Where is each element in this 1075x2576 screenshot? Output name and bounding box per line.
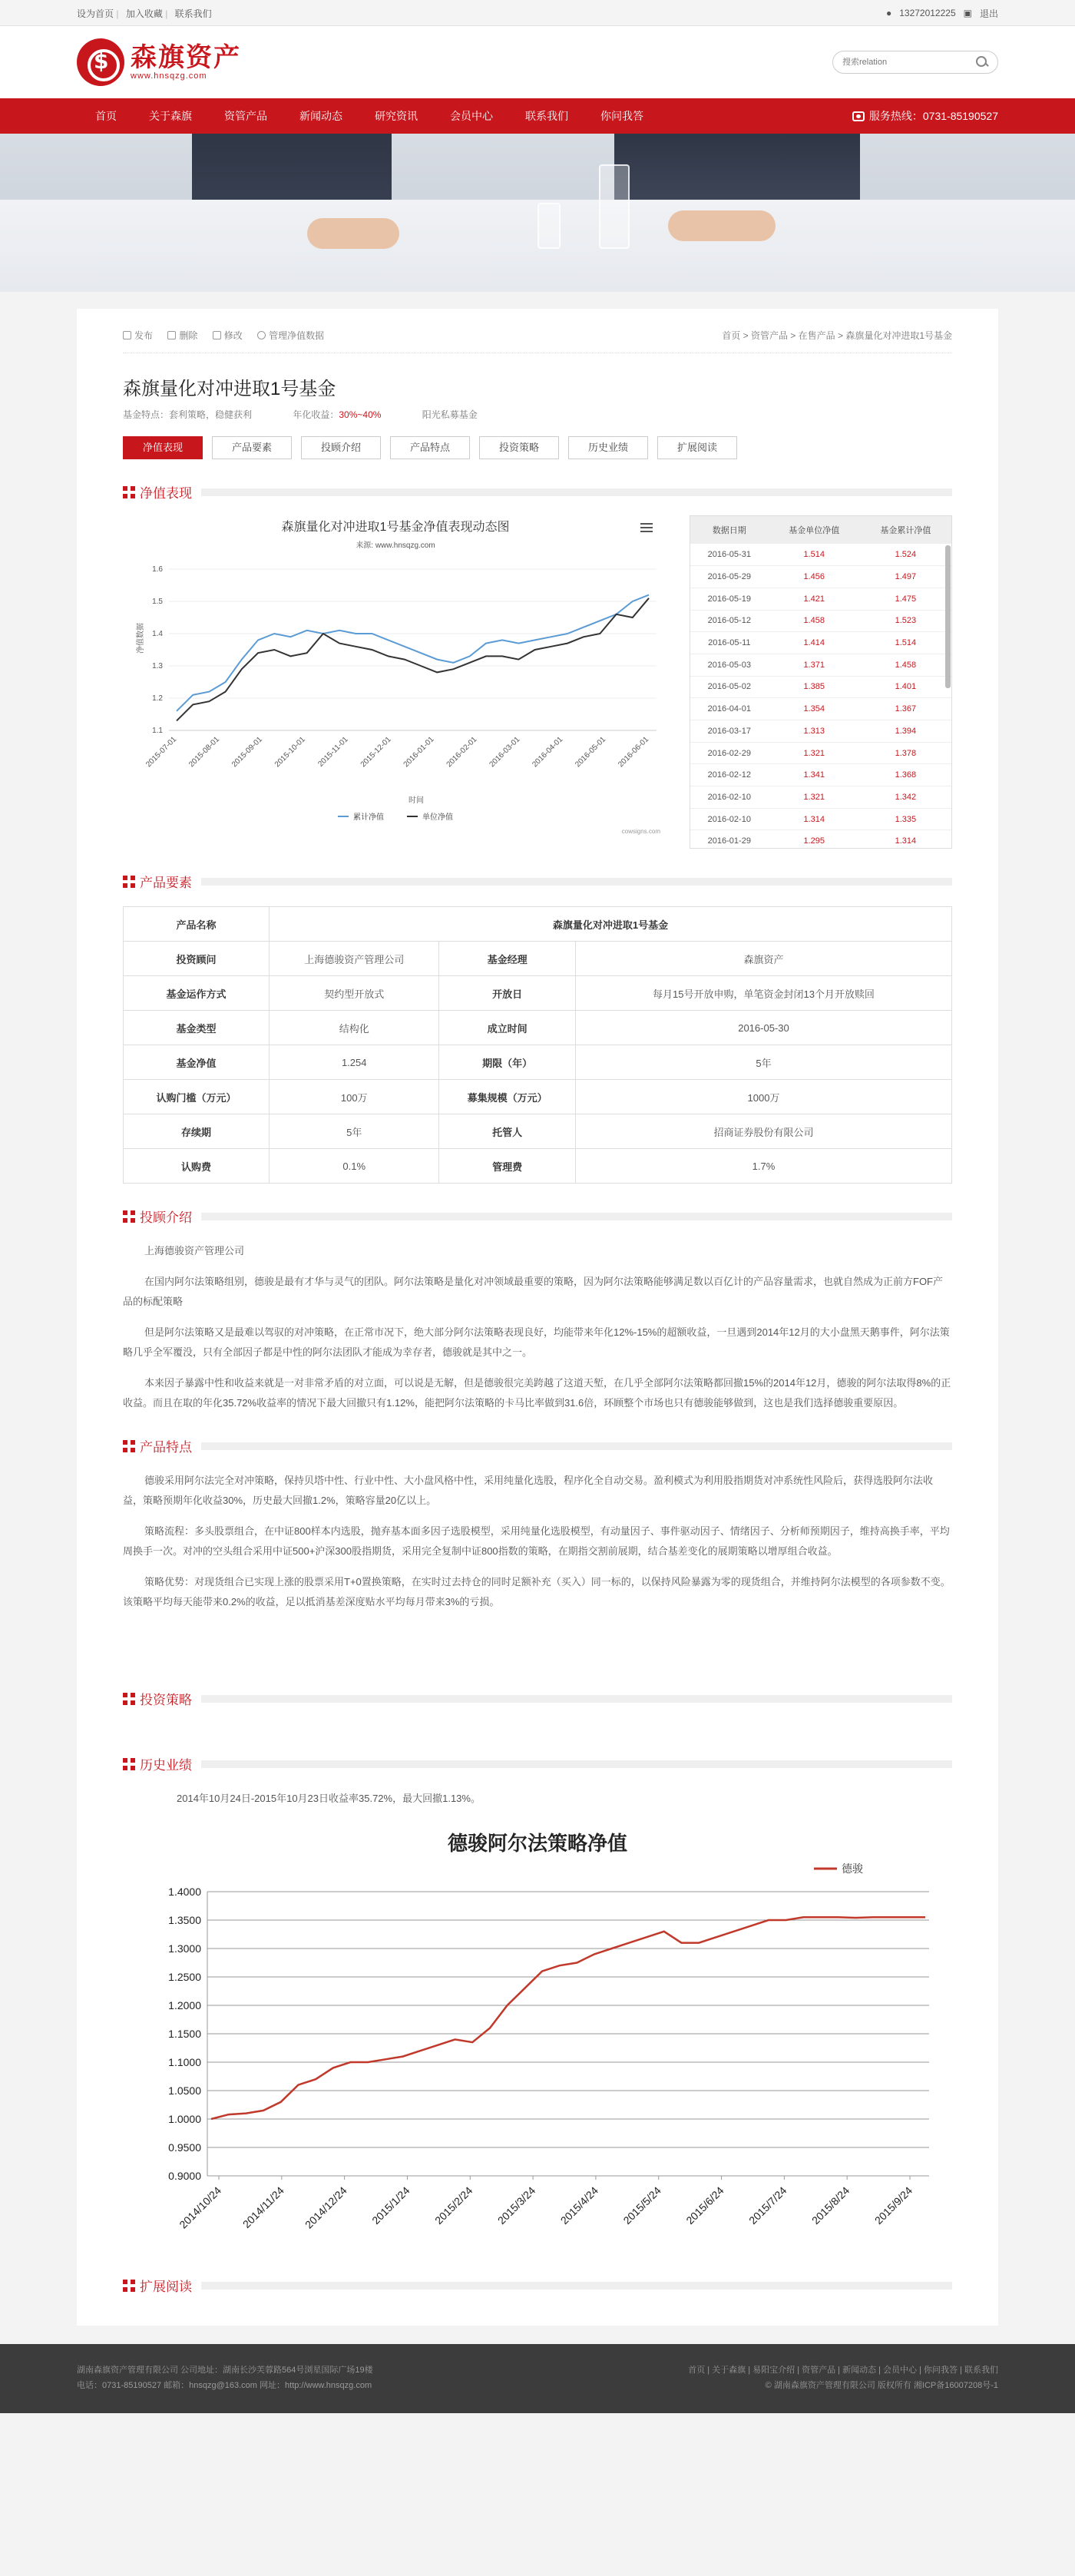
footer: [0, 2344, 1075, 2413]
x-tick-label: 2016-04-01: [531, 735, 565, 770]
cell-date: 2016-05-19: [690, 588, 769, 610]
section-header-features: 产品特点: [123, 1436, 952, 1455]
y-axis-label: 净值数据: [137, 623, 145, 654]
series-line-unit: [177, 598, 649, 721]
tab-advisor[interactable]: 投顾介绍: [301, 436, 381, 459]
y-tick-label: 1.4: [152, 630, 163, 638]
footer-contact: 电话：0731-85190527 邮箱：hnsqzg@163.com 网址：http://www.hnsqzg.com: [77, 2381, 372, 2390]
table-row: [124, 1080, 952, 1114]
contact-link[interactable]: 联系我们: [174, 8, 212, 19]
cell-value: 1.254: [270, 1045, 439, 1080]
history-chart-svg: [123, 1823, 952, 2253]
x-tick-label: 2016-05-01: [574, 735, 608, 770]
search-input[interactable]: [842, 58, 965, 67]
cell-date: 2016-03-17: [690, 720, 769, 743]
search-box: [832, 51, 998, 74]
cell-value: 5年: [575, 1045, 951, 1080]
cell-date: 2016-05-02: [690, 676, 769, 698]
cell-cum-nav: 1.514: [860, 632, 951, 654]
y-tick-label: 1.0000: [168, 2113, 201, 2125]
cell-cum-nav: 1.367: [860, 698, 951, 720]
x-tick-label: 2015-08-01: [187, 735, 222, 770]
cell-cum-nav: 1.524: [860, 544, 951, 566]
cell-value: 100万: [270, 1080, 439, 1114]
table-row: [124, 1114, 952, 1149]
section-icon: [123, 1693, 135, 1705]
publish-icon: [123, 331, 131, 339]
set-homepage-link[interactable]: 设为首页: [77, 8, 114, 19]
y-tick-label: 1.3500: [168, 1914, 201, 1926]
cell-unit-nav: 1.414: [769, 632, 860, 654]
cell-date: 2016-05-29: [690, 566, 769, 588]
logout-link[interactable]: 退出: [979, 8, 998, 19]
nav-chart-svg: [123, 515, 668, 838]
y-tick-label: 1.5: [152, 598, 163, 606]
cell-value: 森旗资产: [575, 942, 951, 976]
x-tick-label: 2015/3/24: [495, 2184, 538, 2227]
tab-history[interactable]: 历史业绩: [568, 436, 648, 459]
cell-unit-nav: 1.458: [769, 610, 860, 632]
series-line-cumulative: [177, 595, 649, 711]
cell-key: 基金类型: [124, 1011, 270, 1045]
section-header-nav: 净值表现: [123, 482, 952, 502]
x-tick-label: 2015-07-01: [144, 735, 179, 770]
section-header-advisor: 投顾介绍: [123, 1207, 952, 1226]
x-tick-label: 2015/7/24: [746, 2184, 789, 2227]
banner-image: [0, 134, 1075, 292]
header: [0, 26, 1075, 98]
series-line-dejun: [211, 1917, 925, 2119]
edit-icon: [213, 331, 221, 339]
y-tick-label: 1.3000: [168, 1942, 201, 1955]
cell-cum-nav: 1.335: [860, 808, 951, 830]
cell-cum-nav: 1.523: [860, 610, 951, 632]
main-nav: [0, 98, 1075, 134]
x-tick-label: 2015-10-01: [273, 735, 307, 770]
history-summary: 2014年10月24日-2015年10月23日收益率35.72%，最大回撤1.13%。: [177, 1793, 481, 1804]
th-date: 数据日期: [690, 516, 769, 544]
cell-cum-nav: 1.314: [860, 830, 951, 849]
y-tick-label: 0.9500: [168, 2141, 201, 2154]
cell-value: 森旗量化对冲进取1号基金: [270, 907, 952, 942]
user-phone[interactable]: 13272012225: [899, 8, 956, 18]
cell-unit-nav: 1.421: [769, 588, 860, 610]
x-tick-label: 2016-01-01: [402, 735, 436, 770]
th-unit-nav: 基金单位净值: [769, 516, 860, 544]
y-tick-label: 1.2500: [168, 1971, 201, 1983]
search-icon[interactable]: [976, 56, 988, 68]
legend-unit: 单位净值: [422, 813, 453, 822]
cell-key: 期限（年）: [439, 1045, 576, 1080]
x-tick-label: 2015/2/24: [432, 2184, 475, 2227]
footer-company: 湖南森旗资产管理有限公司 公司地址：湖南长沙芙蓉路564号浏星国际广场19楼: [77, 2366, 373, 2375]
x-axis-label: 时间: [408, 796, 424, 805]
delete-button[interactable]: 删除: [167, 329, 197, 342]
y-tick-label: 1.3: [152, 662, 163, 670]
manage-nav-button[interactable]: 管理净值数据: [257, 329, 324, 342]
table-row: [690, 764, 951, 786]
product-meta: [123, 408, 952, 421]
section-icon: [123, 2280, 135, 2292]
cell-date: 2016-02-29: [690, 742, 769, 764]
admin-toolbar: [123, 329, 952, 353]
cell-unit-nav: 1.354: [769, 698, 860, 720]
cell-date: 2016-05-03: [690, 654, 769, 676]
paragraph: 但是阿尔法策略又是最难以驾驭的对冲策略，在正常市况下，绝大部分阿尔法策略表现良好，均能带来年化12%-15%的超额收益，一旦遇到2014年12月的大小盘黑天鹅事件，阿尔法策略几乎全军覆没，只有全部因子都是中性的阿尔法团队才能成为幸存者，德骏就是其中之一。: [123, 1326, 950, 1358]
table-row: [124, 1011, 952, 1045]
table-row: [690, 786, 951, 809]
section-header-history: 历史业绩: [123, 1754, 952, 1773]
logo-name: 森旗资产: [131, 43, 241, 72]
cell-cum-nav: 1.458: [860, 654, 951, 676]
page-title: 森旗量化对冲进取1号基金: [123, 379, 336, 399]
meta-strategy: 基金特点：套利策略，稳健获利: [123, 409, 253, 420]
cell-cum-nav: 1.378: [860, 742, 951, 764]
table-row: [690, 632, 951, 654]
cell-key: 基金经理: [439, 942, 576, 976]
trash-icon: [167, 331, 176, 339]
cell-cum-nav: 1.475: [860, 588, 951, 610]
table-row: [690, 654, 951, 676]
y-tick-label: 1.0500: [168, 2084, 201, 2097]
x-tick-label: 2015-12-01: [359, 735, 393, 770]
table-row: [690, 720, 951, 743]
section-icon: [123, 1758, 135, 1770]
cell-cum-nav: 1.368: [860, 764, 951, 786]
footer-copyright: © 湖南森旗资产管理有限公司 版权所有 湘ICP备16007208号-1: [765, 2381, 998, 2390]
cell-unit-nav: 1.313: [769, 720, 860, 743]
cell-value: 1.7%: [575, 1149, 951, 1184]
cell-date: 2016-02-12: [690, 764, 769, 786]
x-tick-label: 2015/9/24: [872, 2184, 915, 2227]
table-row: [124, 942, 952, 976]
x-tick-label: 2016-02-01: [445, 735, 479, 770]
paragraph: 德骏采用阿尔法完全对冲策略，保持贝塔中性、行业中性、大小盘风格中性，采用纯量化选股，程序化全自动交易。盈利模式为利用股指期货对冲系统性风险后，获得选股阿尔法收益，策略预期年化收益30%，历史最大回撤1.2%，策略容量20亿以上。: [123, 1475, 934, 1506]
chart-title: 森旗量化对冲进取1号基金净值表现动态图: [281, 521, 510, 534]
table-row: [124, 976, 952, 1011]
cell-cum-nav: 1.401: [860, 676, 951, 698]
x-tick-label: 2015-11-01: [316, 735, 350, 769]
cell-key: 成立时间: [439, 1011, 576, 1045]
cell-key: 托管人: [439, 1114, 576, 1149]
gear-icon: [257, 331, 266, 339]
cell-cum-nav: 1.394: [860, 720, 951, 743]
cell-cum-nav: 1.497: [860, 566, 951, 588]
cell-date: 2016-05-12: [690, 610, 769, 632]
product-tabs: [123, 436, 952, 459]
nav-data-table: [690, 515, 952, 849]
tab-reading[interactable]: 扩展阅读: [657, 436, 737, 459]
cell-key: 投资顾问: [124, 942, 270, 976]
cell-date: 2016-02-10: [690, 786, 769, 809]
tab-elements[interactable]: 产品要素: [212, 436, 292, 459]
legend-cumulative: 累计净值: [353, 813, 384, 822]
table-row: [690, 566, 951, 588]
logo-url: www.hnsqzg.com: [131, 71, 207, 81]
cell-value: 0.1%: [270, 1149, 439, 1184]
y-tick-label: 1.2: [152, 694, 163, 703]
cell-key: 开放日: [439, 976, 576, 1011]
advisor-text: [123, 1241, 952, 1413]
table-row: [690, 588, 951, 610]
cell-value: 每月15号开放申购，单笔资金封闭13个月开放赎回: [575, 976, 951, 1011]
section-header-elements: 产品要素: [123, 872, 952, 891]
cell-value: 2016-05-30: [575, 1011, 951, 1045]
cell-key: 基金净值: [124, 1045, 270, 1080]
x-tick-label: 2015/8/24: [809, 2184, 852, 2227]
x-tick-label: 2014/10/24: [177, 2184, 224, 2231]
y-tick-label: 0.9000: [168, 2170, 201, 2182]
nav-news[interactable]: 新闻动态: [299, 110, 342, 122]
cell-unit-nav: 1.295: [769, 830, 860, 849]
topbar-links: 设为首页 | 加入收藏 | 联系我们: [77, 8, 212, 19]
cell-unit-nav: 1.514: [769, 544, 860, 566]
section-icon: [123, 876, 135, 888]
y-tick-label: 1.2000: [168, 1999, 201, 2011]
cell-value: 5年: [270, 1114, 439, 1149]
cell-value: 上海德骏资产管理公司: [270, 942, 439, 976]
y-tick-label: 1.1500: [168, 2028, 201, 2040]
paragraph: 策略优势：对现货组合已实现上涨的股票采用T+0置换策略，在实时过去持仓的同时足额补充（买入）同一标的，以保持风险暴露为零的现货组合，并维持阿尔法模型的各项参数不变。该策略平均每天能带来0.2%的收益，足以抵消基差深度贴水平均每月带来3%的亏损。: [123, 1576, 951, 1608]
x-tick-label: 2015/1/24: [369, 2184, 412, 2227]
x-tick-label: 2016-06-01: [617, 735, 651, 770]
chart-credit: cowsigns.com: [621, 828, 660, 835]
table-row: [690, 676, 951, 698]
chart-subtitle: 来源: www.hnsqzg.com: [356, 541, 435, 550]
cell-key: 认购费: [124, 1149, 270, 1184]
chart-menu-icon[interactable]: [640, 523, 653, 532]
table-scrollbar[interactable]: [945, 545, 951, 688]
table-row: [690, 808, 951, 830]
cell-date: 2016-02-10: [690, 808, 769, 830]
table-row: [690, 742, 951, 764]
table-row: [690, 544, 951, 566]
nav-qa[interactable]: 你问我答: [600, 110, 643, 122]
add-favorite-link[interactable]: 加入收藏: [125, 8, 163, 19]
table-row: [690, 698, 951, 720]
cell-unit-nav: 1.314: [769, 808, 860, 830]
nav-products[interactable]: 资管产品: [224, 110, 267, 122]
paragraph: 本来因子暴露中性和收益来就是一对非常矛盾的对立面，可以说是无解，但是德骏很完美跨越了这道天堑，在几乎全部阿尔法策略都回撤15%的2014年12月，德骏的阿尔法取得8%的正收益。而且在取的年化35.72%收益率的情况下最大回撤只有1.12%，能把阿尔法策略的卡马比率做到31.6倍，环顾整个市场也只有德骏能够做到，这也是我们选择德骏重要原因。: [123, 1377, 951, 1409]
x-tick-label: 2015/4/24: [557, 2184, 601, 2227]
table-row: [690, 830, 951, 849]
cell-value: 1000万: [575, 1080, 951, 1114]
main-content: [77, 309, 998, 2326]
nav-about[interactable]: 关于森旗: [149, 110, 192, 122]
y-tick-label: 1.1: [152, 727, 163, 735]
cell-unit-nav: 1.321: [769, 786, 860, 809]
history-chart-title: 德骏阿尔法策略净值: [447, 1832, 628, 1855]
cell-date: 2016-04-01: [690, 698, 769, 720]
table-row: [124, 1045, 952, 1080]
publish-button[interactable]: 发布: [123, 329, 153, 342]
cell-key: 基金运作方式: [124, 976, 270, 1011]
y-tick-label: 1.1000: [168, 2056, 201, 2068]
phone-icon: [852, 111, 865, 121]
section-icon: [123, 1440, 135, 1452]
nav-contact[interactable]: 联系我们: [525, 110, 568, 122]
section-icon: [123, 486, 135, 498]
nav-home[interactable]: 首页: [95, 110, 117, 122]
cell-date: 2016-01-29: [690, 830, 769, 849]
breadcrumb[interactable]: 首页 > 资管产品 > 在售产品 > 森旗量化对冲进取1号基金: [722, 330, 952, 341]
x-tick-label: 2016-03-01: [488, 735, 522, 770]
history-chart: [123, 1823, 952, 2253]
features-text: [123, 1471, 952, 1612]
x-tick-label: 2015/6/24: [683, 2184, 726, 2227]
cell-unit-nav: 1.341: [769, 764, 860, 786]
nav-research[interactable]: 研究资讯: [375, 110, 418, 122]
cell-key: 认购门槛（万元）: [124, 1080, 270, 1114]
tab-nav-performance[interactable]: 净值表现: [123, 436, 203, 459]
hotline-text: 服务热线：0731-85190527: [868, 110, 998, 122]
cell-cum-nav: 1.342: [860, 786, 951, 809]
cell-key: 产品名称: [124, 907, 270, 942]
x-tick-label: 2015/5/24: [620, 2184, 663, 2227]
product-elements-table: [123, 906, 952, 1184]
y-tick-label: 1.6: [152, 565, 163, 574]
nav-members[interactable]: 会员中心: [450, 110, 493, 122]
paragraph: 策略流程：多头股票组合，在中证800样本内选股，抛弃基本面多因子选股模型，采用纯量化选股模型，有动量因子、事件驱动因子、情绪因子、分析师预期因子，维持高换手率，平均周换手一次。对冲的空头组合采用中证500+沪深300股指期货，采用完全复制中证800指数的策略，在期指交割前展期，结合基差变化的展期策略以增厚组合收益。: [123, 1525, 950, 1557]
cell-value: 招商证券股份有限公司: [575, 1114, 951, 1149]
cell-date: 2016-05-31: [690, 544, 769, 566]
logout-icon: ▣: [963, 8, 972, 18]
section-header-reading: 扩展阅读: [123, 2276, 952, 2295]
meta-type: 阳光私募基金: [422, 409, 478, 420]
logo[interactable]: [77, 38, 241, 86]
table-row: [124, 1149, 952, 1184]
paragraph: 在国内阿尔法策略组别，德骏是最有才华与灵气的团队。阿尔法策略是量化对冲领域最重要的策略，因为阿尔法策略能够满足数以百亿计的产品容量需求，也就自然成为正前方FOF产品的标配策略: [123, 1276, 943, 1307]
tab-strategy[interactable]: 投资策略: [479, 436, 559, 459]
cell-date: 2016-05-11: [690, 632, 769, 654]
cell-key: 管理费: [439, 1149, 576, 1184]
hotline: [852, 108, 998, 124]
paragraph: 上海德骏资产管理公司: [144, 1245, 245, 1257]
cell-unit-nav: 1.385: [769, 676, 860, 698]
cell-unit-nav: 1.321: [769, 742, 860, 764]
section-icon: [123, 1210, 135, 1223]
y-tick-label: 1.4000: [168, 1886, 201, 1898]
section-header-strategy: 投资策略: [123, 1689, 952, 1708]
table-row: [690, 610, 951, 632]
th-cum-nav: 基金累计净值: [860, 516, 951, 544]
x-tick-label: 2014/12/24: [302, 2184, 349, 2231]
cell-value: 结构化: [270, 1011, 439, 1045]
tab-features[interactable]: 产品特点: [390, 436, 470, 459]
x-tick-label: 2014/11/24: [240, 2184, 286, 2230]
user-icon: ●: [885, 8, 892, 18]
edit-button[interactable]: 修改: [213, 329, 243, 342]
cell-unit-nav: 1.456: [769, 566, 860, 588]
history-legend: 德骏: [842, 1862, 863, 1875]
x-tick-label: 2015-09-01: [230, 735, 264, 770]
table-row: [124, 907, 952, 942]
cell-key: 存续期: [124, 1114, 270, 1149]
cell-unit-nav: 1.371: [769, 654, 860, 676]
nav-chart: [123, 515, 668, 838]
cell-key: 募集规模（万元）: [439, 1080, 576, 1114]
footer-links[interactable]: 首页 | 关于森旗 | 易阳宝介绍 | 资管产品 | 新闻动态 | 会员中心 | 你问我答 | 联系我们: [688, 2366, 998, 2375]
cell-value: 契约型开放式: [270, 976, 439, 1011]
meta-return: 年化收益：30%~40%: [293, 409, 382, 420]
topbar: [0, 0, 1075, 26]
logo-icon: [77, 38, 124, 86]
